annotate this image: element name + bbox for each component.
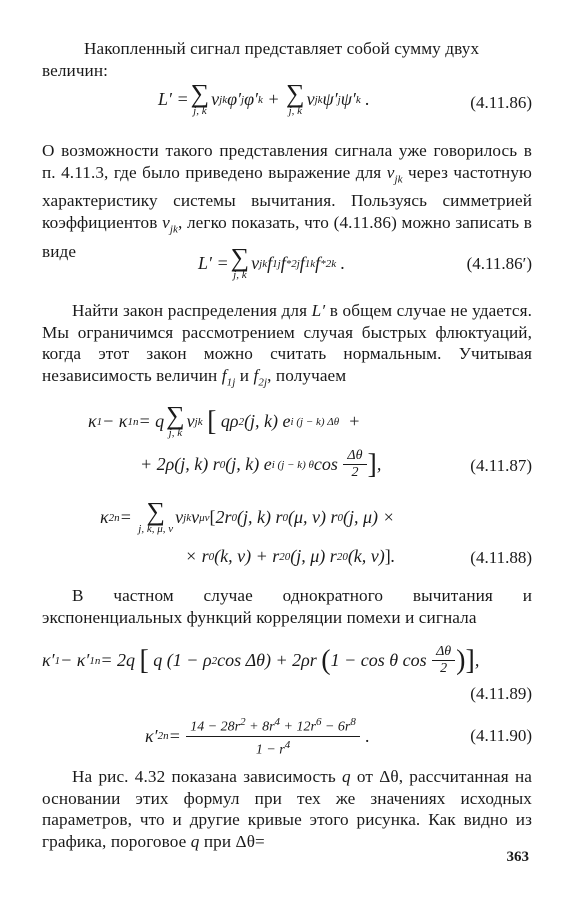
equation-number-4-11-90: (4.11.90)	[470, 726, 532, 745]
paragraph-5: На рис. 4.32 показана зависимость q от Δθ, рассчитанная на основании этих формул при тех же значениях исходных параметров, что и другие кривые этого рисунка. Как видно из графика, пороговое q при Δθ=	[42, 767, 532, 851]
equation-number-4-11-87: (4.11.87)	[470, 456, 532, 475]
equation-4-11-89: κ′ 1 − κ′ 1п = 2q [ q (1 − ρ 2 cos Δθ) + 2ρr ( 1 − cos θ cos $\frac{\Delta\theta}{2}$ ) ] ,	[42, 644, 480, 676]
equation-4-11-86-prime: L′ = ∑ j, k v jk f 1j f * 2j f 1k f * 2k .	[198, 243, 346, 281]
equation-4-11-90: κ′ 2п = $\frac{14 - 28r^2 + 8r^4 + 12r^6 - 6r^8}{1 - r^4}$ .	[145, 716, 370, 758]
equation-4-11-86: L′ = ∑ j, k v jk φ′ j φ′ k + ∑ j, k v jk ψ′ j ψ′ k .	[158, 79, 370, 117]
page-number: 363	[506, 849, 529, 865]
equation-number-4-11-89: (4.11.89)	[470, 684, 532, 703]
equation-4-11-87-line-1: κ 1 − κ 1п = q ∑ j, k v jk [ qρ 2 (j, k) e i (j − k) Δθ +	[88, 401, 361, 439]
paragraph-1: Накопленный сигнал представляет собой сумму двух величин:	[42, 39, 480, 80]
equation-4-11-88-line-2: × r 0 (k, ν) + r 2 0 (j, μ) r 2 0 (k, ν) ] .	[185, 546, 396, 566]
paragraph-3: Найти закон распределения для L′ в общем случае не удается. Мы ограничимся рассмотрением случая быстрых флюктуаций, когда этот закон можно считать нормальным. Учитывая независимость величин $f_{1j}$ и $f_{2j}$, получаем	[42, 301, 532, 388]
equation-4-11-88-line-1: κ 2п = ∑ j, k, μ, ν v jk v μν [ 2r 0 (j, k) r 0 (μ, ν) r 0 (j, μ) ×	[100, 497, 395, 535]
equation-number-4-11-86-prime: (4.11.86′)	[466, 254, 532, 273]
equation-number-4-11-86: (4.11.86)	[470, 93, 532, 112]
equation-4-11-87-line-2: + 2ρ(j, k) r 0 (j, k) e i (j − k) θ cos $\frac{\Delta\theta}{2}$ ] ,	[140, 448, 382, 480]
equation-number-4-11-88: (4.11.88)	[470, 548, 532, 567]
paragraph-4: В частном случае однократного вычитания и экспоненциальных функций корреляции помехи и сигнала	[42, 586, 532, 627]
paragraph-2: О возможности такого представления сигнала уже говорилось в п. 4.11.3, где было приведено выражение для $v_{jk}$ через частотную характеристику системы вычитания. Пользуясь симметрией коэффициентов $v_{jk}$, легко показать, что (4.11.86) можно записать в виде	[42, 141, 532, 261]
